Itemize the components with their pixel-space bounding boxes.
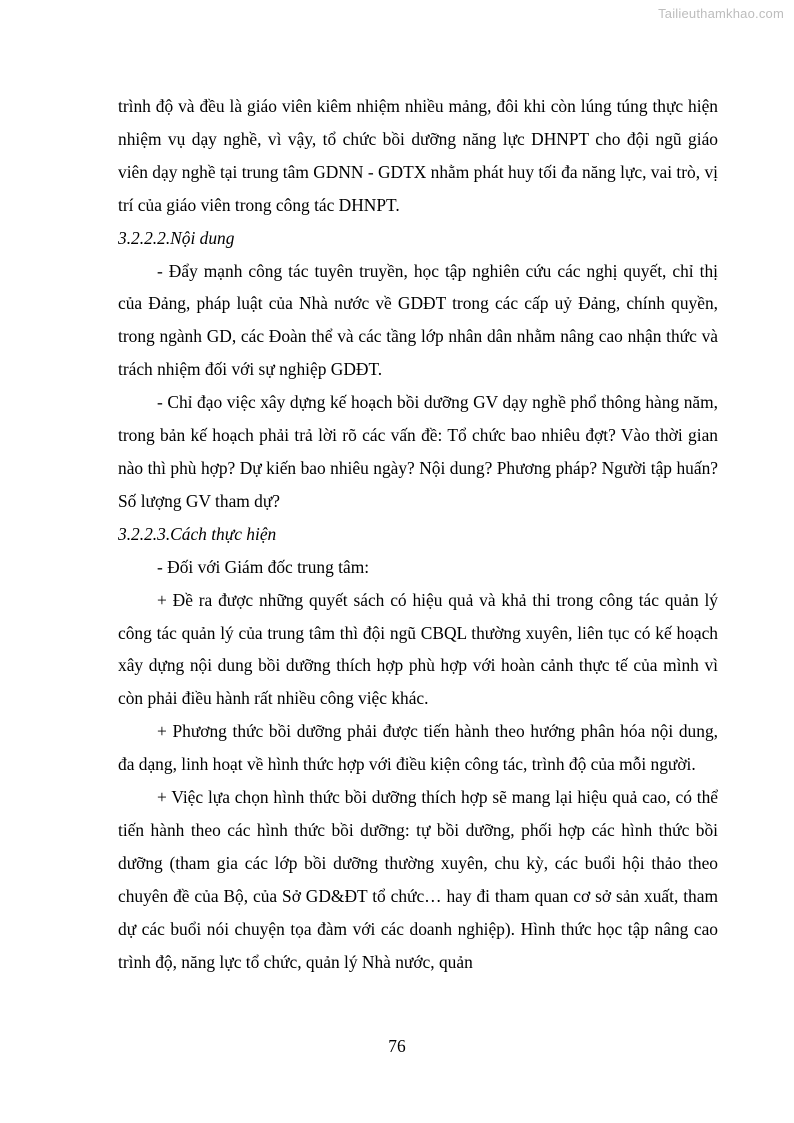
- section-heading-noi-dung: 3.2.2.2.Nội dung: [118, 227, 235, 248]
- paragraph-ke-hoach: - Chỉ đạo việc xây dựng kế hoạch bồi dưỡng GV dạy nghề phổ thông hàng năm, trong bản kế hoạch phải trả lời rõ các vấn đề: Tổ chức bao nhiêu đợt? Vào thời gian nào thì phù hợp? Dự kiến bao nhiêu ngày? Nội dung? Phương pháp? Người tập huấn? Số lượng GV tham dự?: [118, 392, 718, 511]
- paragraph-continuation: trình độ và đều là giáo viên kiêm nhiệm nhiều mảng, đôi khi còn lúng túng thực hiện nhiệm vụ dạy nghề, vì vậy, tổ chức bồi dưỡng năng lực DHNPT cho đội ngũ giáo viên dạy nghề tại trung tâm GDNN - GDTX nhằm phát huy tối đa năng lực, vai trò, vị trí của giáo viên trong công tác DHNPT.: [118, 96, 718, 215]
- paragraph-quyet-sach: + Đề ra được những quyết sách có hiệu quả và khả thi trong công tác quản lý công tác quản lý của trung tâm thì đội ngũ CBQL thường xuyên, liên tục có kế hoạch xây dựng nội dung bồi dưỡng thích hợp phù hợp với hoàn cảnh thực tế của mình vì còn phải điều hành rất nhiều công việc khác.: [118, 589, 718, 709]
- paragraph-hinh-thuc: + Việc lựa chọn hình thức bồi dưỡng thích hợp sẽ mang lại hiệu quả cao, có thể tiến hành theo các hình thức bồi dưỡng: tự bồi dưỡng, phối hợp các hình thức bồi dưỡng (tham gia các lớp bồi dưỡng thường xuyên, chu kỳ, các buổi hội thảo theo chuyên đề của Bộ, của Sở GD&ĐT tổ chức… hay đi tham quan cơ sở sản xuất, tham dự các buổi nói chuyện tọa đàm với các doanh nghiệp). Hình thức học tập nâng cao trình độ, năng lực tổ chức, quản lý Nhà nước, quản: [118, 787, 718, 972]
- document-body: [118, 90, 718, 978]
- page-number: 76: [388, 1036, 406, 1056]
- paragraph-phuong-thuc: + Phương thức bồi dưỡng phải được tiến hành theo hướng phân hóa nội dung, đa dạng, linh hoạt về hình thức hợp với điều kiện công tác, trình độ của mỗi người.: [118, 721, 718, 775]
- watermark-text: Tailieuthamkhao.com: [658, 6, 784, 21]
- paragraph-giam-doc: - Đối với Giám đốc trung tâm:: [157, 556, 370, 577]
- section-heading-cach-thuc-hien: 3.2.2.3.Cách thực hiện: [118, 523, 277, 544]
- paragraph-tuyen-truyen: - Đẩy mạnh công tác tuyên truyền, học tập nghiên cứu các nghị quyết, chỉ thị của Đảng, pháp luật của Nhà nước về GDĐT trong các cấp uỷ Đảng, chính quyền, trong ngành GD, các Đoàn thể và các tầng lớp nhân dân nhằm nâng cao nhận thức và trách nhiệm đối với sự nghiệp GDĐT.: [118, 260, 718, 380]
